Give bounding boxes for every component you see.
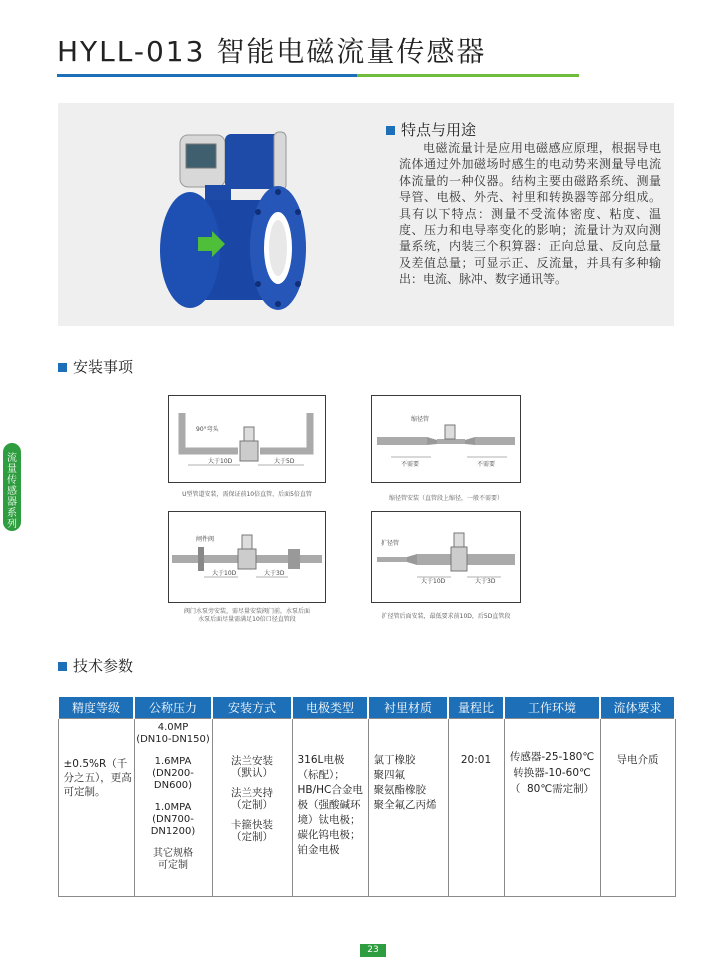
features-heading: 特点与用途 xyxy=(386,119,476,140)
electrode-cell: 316L电极（标配）；HB/HC合金电极（强酸碱环境）钛电极；碳化钨电极；铂金电极 xyxy=(292,718,368,897)
diagram-reducer xyxy=(371,395,521,483)
column-header: 精度等级 xyxy=(58,697,134,718)
pressure-cell: 4.0MP (DN10-DN150) 1.6MPA (DN200-DN600) 1.0MPA (DN700-DN1200) 其它规格 可定制 xyxy=(134,718,212,897)
spec-table-header xyxy=(58,697,675,718)
diagram-label: 不需要 xyxy=(477,461,496,468)
diagram-label: 不需要 xyxy=(401,461,420,468)
table-row xyxy=(58,718,675,897)
fluid-cell: 导电介质 xyxy=(600,718,675,897)
flowmeter-image xyxy=(150,120,310,320)
environment-cell: 传感器-25-180℃ 转换器-10-60℃ （ 80℃需定制） xyxy=(504,718,600,897)
bullet-square-icon xyxy=(386,126,395,135)
side-tab-label: 流量传感器系列 xyxy=(7,453,17,530)
mounting-cell: 法兰安装 （默认） 法兰夹持 （定制） 卡箍快装 （定制） xyxy=(212,718,292,897)
column-header: 电极类型 xyxy=(292,697,368,718)
diagram-caption: 缩径管安装（直管段上缩径，一般不需要） xyxy=(388,495,503,502)
column-header: 工作环境 xyxy=(504,697,600,718)
diagram-label: 大于10D xyxy=(212,570,237,577)
diagram-valve-pump xyxy=(168,511,326,603)
bullet-square-icon xyxy=(58,662,67,671)
title-underline-green xyxy=(357,74,579,77)
column-header: 公称压力 xyxy=(134,697,212,718)
accuracy-cell: ±0.5%R（千分之五），更高可定制。 xyxy=(58,718,134,897)
spec-table xyxy=(57,697,676,897)
column-header: 衬里材质 xyxy=(368,697,448,718)
title-underline-blue xyxy=(57,74,357,77)
column-header: 流体要求 xyxy=(600,697,675,718)
diagram-label: 大于10D xyxy=(208,458,233,465)
installation-heading: 安装事项 xyxy=(58,356,133,377)
diagram-caption: 阀门水泵旁安装，需尽量安装阀门前，水泵后面 水泵后面尽量需满足10倍口径直管段 xyxy=(183,608,310,623)
diagram-caption: U型管道安装，需保证前10倍直管，后面5倍直管 xyxy=(182,491,312,498)
diagram-label: 90°弯头 xyxy=(196,426,219,433)
column-header: 安装方式 xyxy=(212,697,292,718)
diagram-label: 缩径管 xyxy=(411,416,430,423)
series-side-tab xyxy=(3,443,21,531)
diagram-u-pipe xyxy=(168,395,326,483)
page-number: 23 xyxy=(360,944,386,957)
features-description: 电磁流量计是应用电磁感应原理，根据导电流体通过外加磁场时感生的电动势来测量导电流体流量的一种仪器。结构主要由磁路系统、测量导管、电极、外壳、衬里和转换器等部分组成。具有以下特点：测量不受流体密度、粘度、温度、压力和电导率变化的影响；流量计为双向测量系统，内装三个积算器：正向总量、反向总量及差值总量；可显示正、反流量，并具有多种输出：电流、脉冲、数字通讯等。 xyxy=(399,141,661,287)
diagram-label: 大于10D xyxy=(421,578,446,585)
diagram-expander xyxy=(371,511,521,603)
range-ratio-cell: 20:01 xyxy=(448,718,504,897)
diagram-label: 大于3D xyxy=(264,570,285,577)
diagram-label: 扩径管 xyxy=(381,540,400,547)
diagram-label: 大于3D xyxy=(475,578,496,585)
lining-cell: 氯丁橡胶 聚四氟 聚氨酯橡胶 聚全氟乙丙烯 xyxy=(368,718,448,897)
diagram-caption: 扩径管后面安装，最低要求前10D，后5D直管段 xyxy=(381,613,511,620)
bullet-square-icon xyxy=(58,363,67,372)
tech-heading: 技术参数 xyxy=(58,655,133,676)
diagram-label: 大于5D xyxy=(274,458,295,465)
page-title: HYLL-013 智能电磁流量传感器 xyxy=(57,35,487,68)
diagram-label: 闸件阀 xyxy=(196,536,215,543)
column-header: 量程比 xyxy=(448,697,504,718)
